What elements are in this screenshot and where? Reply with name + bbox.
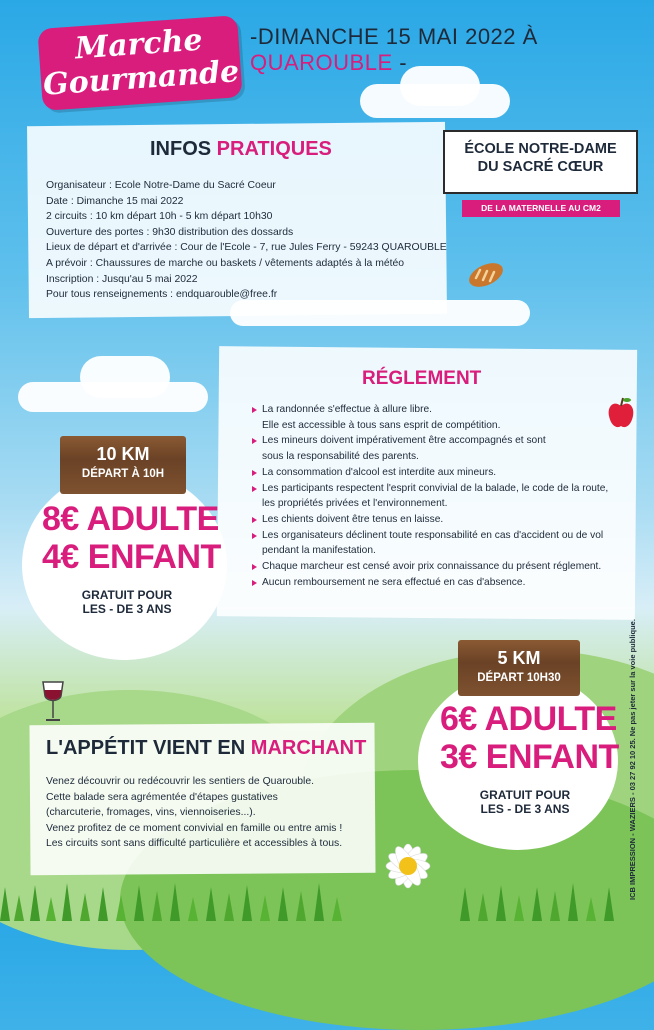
reglement-item: La randonnée s'effectue à allure libre. [252, 402, 632, 418]
event-title-line2: Gourmande [41, 54, 241, 103]
price-child-5km: 3€ ENFANT [440, 738, 619, 776]
sign-5km-distance: 5 KM [497, 648, 541, 668]
info-line: Inscription : Jusqu'au 5 mai 2022 [46, 273, 198, 285]
free-note-line2: LES - DE 3 ANS [480, 802, 570, 816]
school-line1: ÉCOLE NOTRE-DAME [464, 141, 617, 157]
event-title-line1: Marche [73, 22, 204, 67]
event-title-badge [37, 15, 242, 111]
reglement-item: Aucun remboursement ne sera effectué en cas d'absence. [252, 575, 632, 591]
info-line: 2 circuits : 10 km départ 10h - 5 km départ 10h30 [46, 211, 273, 223]
infos-title-pink: PRATIQUES [216, 138, 332, 160]
infos-title [150, 138, 332, 161]
info-line: Lieux de départ et d'arrivée : Cour de l'Ecole - 7, rue Jules Ferry - 59243 QUAROUBLE [46, 242, 447, 254]
reglement-item: La consommation d'alcool est interdite aux mineurs. [252, 465, 632, 481]
reglement-item: Chaque marcheur est censé avoir prix connaissance du présent réglement. [252, 559, 632, 575]
grass-strip [0, 880, 654, 921]
free-note-line1: GRATUIT POUR [479, 788, 571, 802]
infos-title-black: INFOS [150, 138, 217, 160]
appetit-title [46, 737, 366, 760]
cloud [80, 356, 170, 398]
school-name-box [443, 130, 638, 194]
info-line: A prévoir : Chaussures de marche ou baskets / vêtements adaptés à la météo [46, 257, 405, 269]
appetit-line: Les circuits sont sans difficulté particulière et accessibles à tous. [46, 838, 343, 850]
bullet-icon [252, 517, 257, 523]
wine-glass-icon [40, 680, 66, 724]
info-line: Date : Dimanche 15 mai 2022 [46, 195, 184, 207]
reglement-item: Les chients doivent être tenus en laisse. [252, 512, 632, 528]
appetit-title-black: L'APPÉTIT VIENT EN [46, 737, 251, 759]
free-note-5km [460, 788, 590, 816]
bread-icon [466, 260, 506, 290]
bullet-icon [252, 580, 257, 586]
school-line2: DU SACRÉ CŒUR [477, 159, 604, 175]
appetit-title-pink: MARCHANT [250, 737, 367, 759]
info-line: Organisateur : Ecole Notre-Dame du Sacré Coeur [46, 180, 276, 191]
free-note-line2: LES - DE 3 ANS [82, 602, 172, 616]
bullet-icon [252, 533, 257, 539]
bullet-icon [252, 407, 257, 413]
sign-5km-start: DÉPART 10H30 [477, 672, 561, 684]
sign-10km-distance: 10 KM [96, 444, 150, 464]
header-prefix: -DIMANCHE 15 MAI 2022 À [250, 24, 538, 49]
free-note-10km [62, 588, 192, 616]
appetit-line: (charcuterie, fromages, vins, viennoiseries...). [46, 807, 256, 819]
sign-10km-start: DÉPART À 10H [81, 468, 165, 480]
bullet-icon [252, 470, 257, 476]
reglement-item: Les organisateurs déclinent toute responsabilité en cas d'accident ou de vol [252, 528, 632, 544]
sign-5km [458, 640, 580, 696]
reglement-item: pendant la manifestation. [262, 545, 376, 557]
bullet-icon [252, 486, 257, 492]
reglement-list [252, 402, 632, 590]
event-date-header [250, 24, 654, 76]
free-note-line1: GRATUIT POUR [81, 588, 173, 602]
reglement-item: sous la responsabilité des parents. [262, 451, 419, 463]
price-child-10km: 4€ ENFANT [42, 538, 221, 576]
bullet-icon [252, 564, 257, 570]
printer-note: ICB IMPRESSION - WAZIERS - 03 27 92 10 25. Ne pas jeter sur la voie publique. [628, 619, 637, 900]
header-town: QUAROUBLE [250, 50, 393, 75]
header-suffix: - [392, 50, 408, 75]
appetit-line: Venez profitez de ce moment convivial en famille ou entre amis ! [46, 822, 343, 834]
price-adult-5km: 6€ ADULTE [440, 700, 617, 738]
appetit-line: Venez découvrir ou redécouvrir les sentiers de Quarouble. [46, 776, 314, 787]
reglement-item: les propriétés privées et l'environnement. [262, 498, 448, 510]
appetit-text [46, 774, 342, 852]
school-level-banner: DE LA MATERNELLE AU CM2 [462, 200, 620, 217]
info-line: Pour tous renseignements : endquarouble@free.fr [46, 289, 278, 301]
appetit-line: Cette balade sera agrémentée d'étapes gustatives [46, 791, 278, 803]
reglement-item: Les mineurs doivent impérativement être accompagnés et sont [252, 433, 632, 449]
info-line: Ouverture des portes : 9h30 distribution des dossards [46, 226, 294, 238]
sign-10km [60, 436, 186, 494]
reglement-title: RÉGLEMENT [362, 368, 482, 389]
infos-list [46, 178, 447, 303]
reglement-item: Les participants respectent l'esprit convivial de la balade, le code de la route, [252, 481, 632, 497]
price-adult-10km: 8€ ADULTE [42, 500, 219, 538]
reglement-item: Elle est accessible à tous sans esprit de compétition. [262, 419, 501, 431]
bullet-icon [252, 438, 257, 444]
